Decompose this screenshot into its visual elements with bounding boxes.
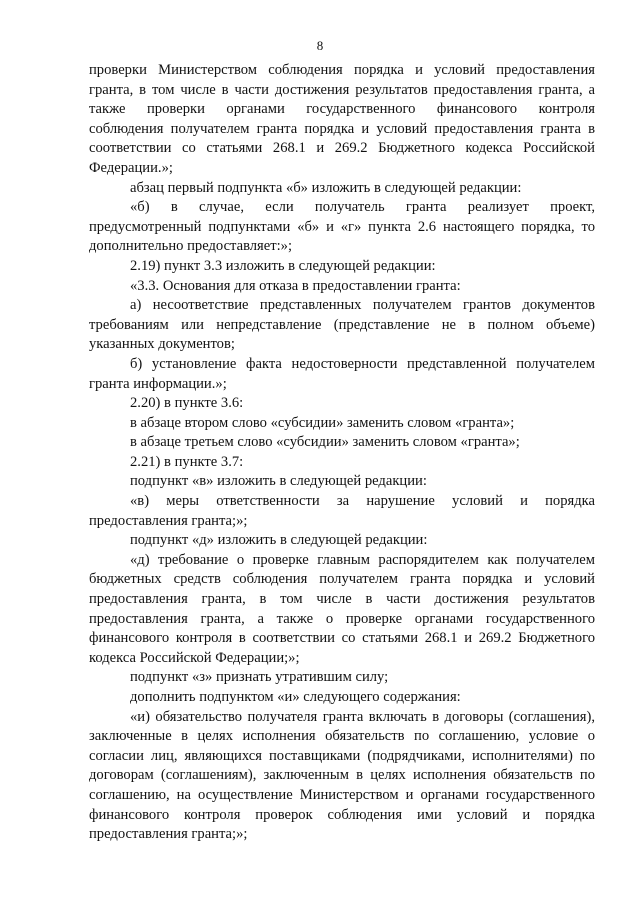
text-line: «в) меры ответственности за нарушение условий и порядка (130, 493, 595, 510)
paragraph (89, 414, 595, 434)
text-line: дополнительно предоставляет:»; (89, 238, 293, 255)
paragraph (89, 277, 595, 297)
page-number: 8 (316, 38, 324, 53)
text-line: финансового контроля в соответствии со статьями 268.1 и 269.2 Бюджетного (89, 630, 595, 647)
text-line: 2.19) пункт 3.3 изложить в следующей редакции: (130, 257, 436, 274)
text-line: Федерации.»; (89, 159, 173, 176)
text-line: «3.3. Основания для отказа в предоставлении гранта: (130, 277, 461, 294)
paragraph (89, 296, 595, 355)
text-line: соответствии со статьями 268.1 и 269.2 Бюджетного кодекса Российской (89, 140, 595, 157)
text-line: предоставления гранта, а также о проверке органами государственного (89, 610, 595, 627)
paragraph (89, 551, 595, 669)
text-line: согласии лиц, являющихся поставщиками (подрядчиками, исполнителями) по (89, 747, 595, 764)
paragraph (89, 61, 595, 179)
paragraph (89, 668, 595, 688)
paragraph (89, 257, 595, 277)
paragraph (89, 708, 595, 845)
text-line: требованиям или непредставление (представление не в полном объеме) (89, 316, 595, 333)
text-line: финансового контроля проверок соблюдения ими условий и порядка (89, 806, 595, 823)
text-line: предоставления гранта;»; (89, 826, 248, 843)
paragraph (89, 472, 595, 492)
text-line: проверки Министерством соблюдения порядка и условий предоставления (89, 62, 595, 78)
text-line: б) установление факта недостоверности представленной получателем (130, 355, 595, 372)
text-line: а) несоответствие представленных получателем грантов документов (130, 297, 595, 314)
text-line: «б) в случае, если получатель гранта реализует проект, (130, 199, 595, 216)
text-line: подпункт «з» признать утратившим силу; (130, 669, 389, 686)
text-line: предоставления гранта;»; (89, 512, 248, 529)
text-line: в абзаце третьем слово «субсидии» заменить словом «гранта»; (130, 434, 520, 451)
text-line: договорам (соглашениям), заключенным в целях исполнения обязательств по (89, 767, 595, 784)
text-line: предоставления гранта, в том числе в части достижения результатов (89, 591, 595, 608)
text-line: подпункт «д» изложить в следующей редакции: (130, 532, 428, 549)
paragraph (89, 492, 595, 531)
paragraph (89, 179, 595, 199)
text-line: дополнить подпунктом «и» следующего содержания: (130, 689, 461, 705)
text-line: также проверки органами государственного финансового контроля (89, 101, 595, 118)
text-line: «и) обязательство получателя гранта включать в договоры (соглашения), (130, 708, 595, 725)
text-line: гранта информации.»; (89, 375, 227, 392)
text-line: абзац первый подпункта «б» изложить в следующей редакции: (130, 179, 522, 196)
document-body (89, 61, 595, 845)
text-line: бюджетных средств соблюдения получателем гранта порядка и условий (89, 571, 595, 588)
text-line: соблюдения получателем гранта порядка и условий предоставления гранта в (89, 120, 595, 137)
text-line: соглашению, на осуществление Министерством и органами государственного (89, 786, 595, 803)
paragraph (89, 394, 595, 414)
paragraph (89, 198, 595, 257)
text-line: кодекса Российской Федерации;»; (89, 649, 300, 666)
text-line: подпункт «в» изложить в следующей редакции: (130, 473, 427, 490)
text-line: в абзаце втором слово «субсидии» заменить словом «гранта»; (130, 414, 515, 431)
text-line: «д) требование о проверке главным распорядителем как получателем (130, 551, 595, 568)
text-line: указанных документов; (89, 336, 235, 353)
paragraph (89, 453, 595, 473)
text-line: 2.21) в пункте 3.7: (130, 453, 244, 470)
paragraph (89, 355, 595, 394)
paragraph (89, 531, 595, 551)
text-line: заключенные в целях исполнения обязательств по соглашению, условие о (89, 728, 595, 745)
paragraph (89, 433, 595, 453)
paragraph (89, 688, 595, 708)
text-line: гранта, в том числе в части достижения результатов предоставления гранта, а (89, 81, 595, 98)
text-line: 2.20) в пункте 3.6: (130, 395, 244, 412)
text-line: предусмотренный подпунктами «б» и «г» пункта 2.6 настоящего порядка, то (89, 218, 595, 235)
